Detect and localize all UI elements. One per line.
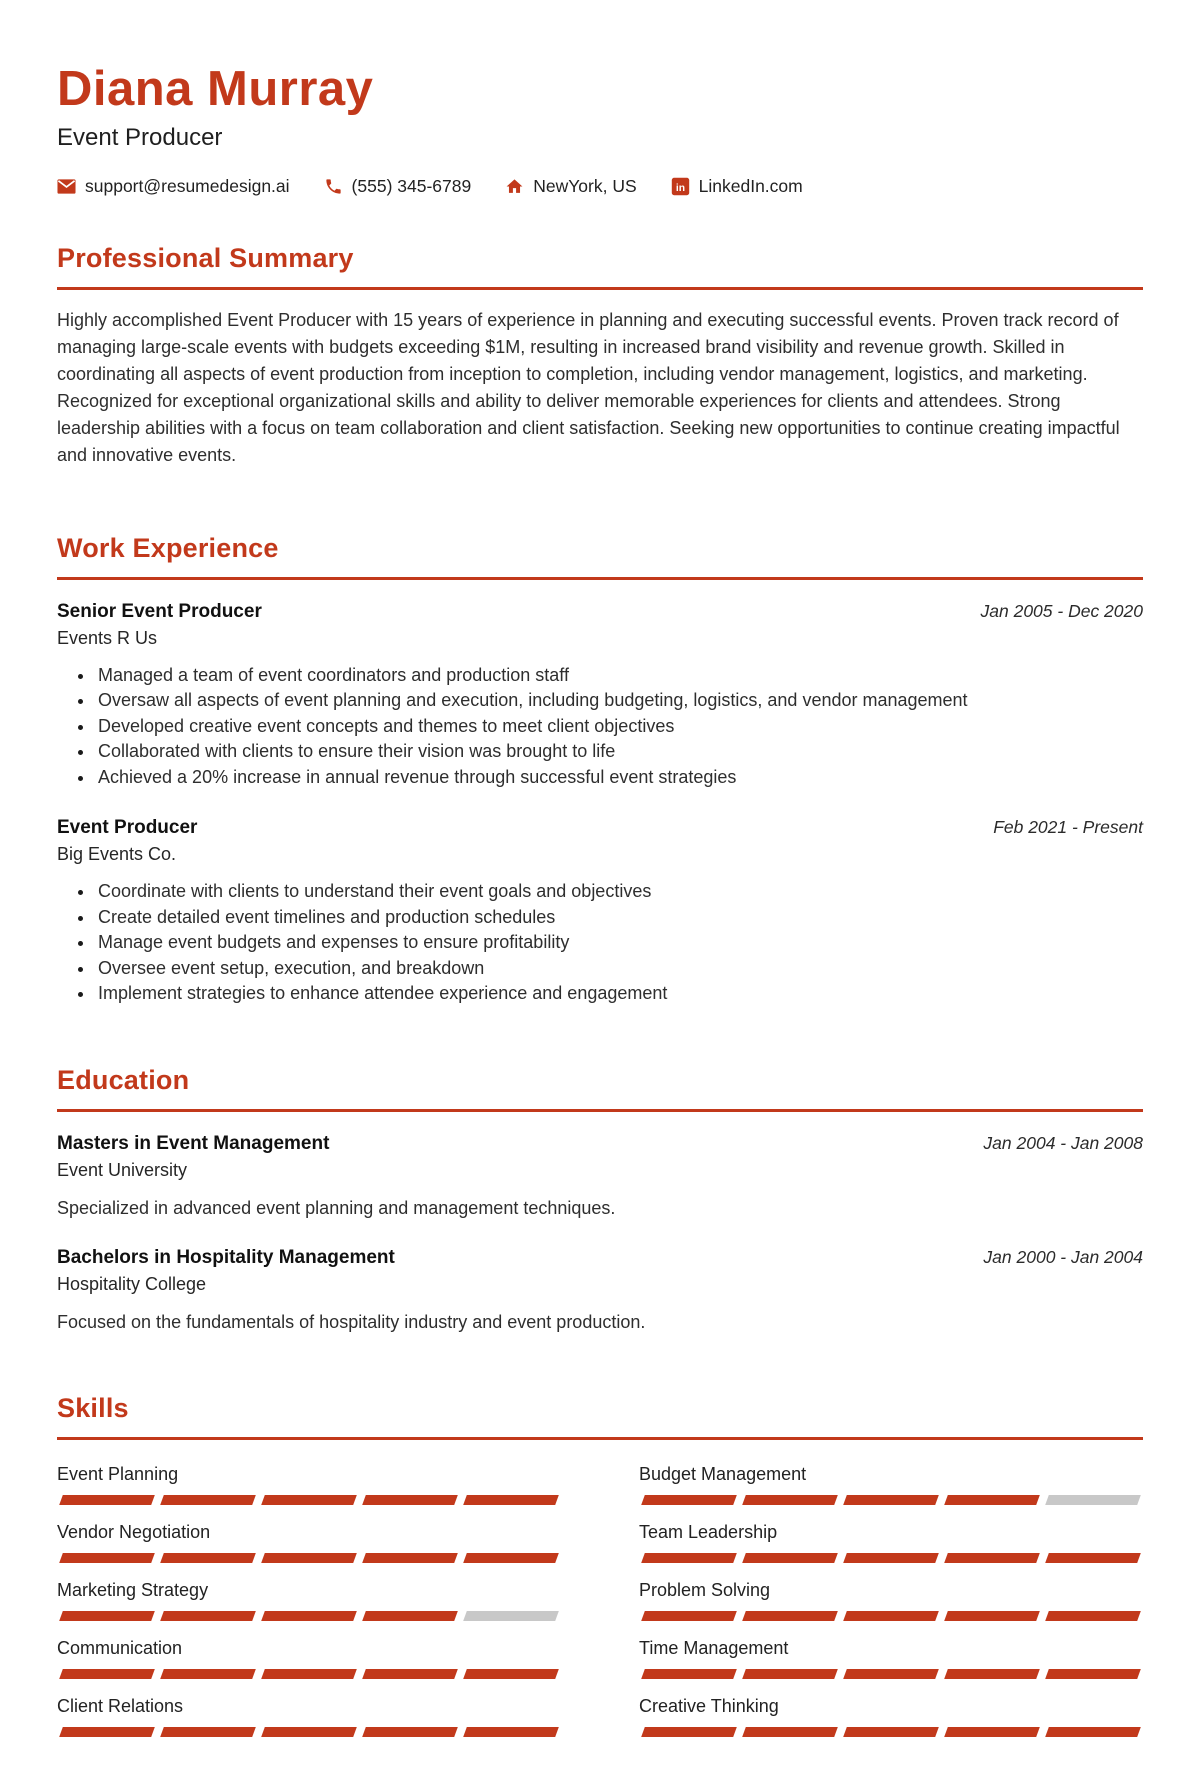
section-heading-professional-summary: Professional Summary [57, 242, 354, 273]
job-header [57, 817, 1143, 839]
skill-bar-segment [362, 1553, 458, 1563]
job-bullet-item: • Implement strategies to enhance attendee experience and engagement [95, 981, 1143, 1007]
person-name: Diana Murray [57, 62, 374, 116]
job-entry [57, 601, 1143, 791]
education-entry [57, 1247, 1143, 1335]
contact-phone-text: (555) 345-6789 [351, 175, 472, 196]
education-dates: Jan 2004 - Jan 2008 [983, 1132, 1143, 1153]
skill-bar-segment [362, 1495, 458, 1505]
contact-linkedin-text: LinkedIn.com [698, 175, 803, 196]
education-description: Specialized in advanced event planning and management techniques. [57, 1197, 616, 1218]
contact-linkedin [671, 176, 803, 197]
skill-bar-segment [463, 1727, 559, 1737]
job-dates: Feb 2021 - Present [993, 817, 1143, 838]
job-list [57, 601, 1143, 1007]
job-entry [57, 817, 1143, 1007]
skill-bar-segment [742, 1669, 838, 1679]
job-bullet-item: • Collaborated with clients to ensure their vision was brought to life [95, 739, 1143, 765]
skill-name: Team Leadership [639, 1521, 778, 1542]
skill-name: Marketing Strategy [57, 1579, 209, 1600]
skill-bar-segment [160, 1495, 256, 1505]
linkedin-icon [671, 177, 690, 196]
skill-item [57, 1580, 561, 1638]
education-degree: Bachelors in Hospitality Management [57, 1246, 395, 1268]
job-title: Senior Event Producer [57, 600, 262, 622]
skill-bar-segment [261, 1727, 357, 1737]
skill-bar-segment [362, 1669, 458, 1679]
skill-name: Problem Solving [639, 1579, 771, 1600]
section-heading-work-experience: Work Experience [57, 532, 279, 563]
job-title: Event Producer [57, 817, 198, 839]
skill-bar-segment [742, 1611, 838, 1621]
skill-bar-segment [362, 1611, 458, 1621]
resume-header [57, 64, 1143, 197]
skill-level-bar [57, 1669, 561, 1679]
section-divider [57, 287, 1143, 290]
education-school: Hospitality College [57, 1273, 207, 1294]
skill-bar-segment [261, 1611, 357, 1621]
job-bullet-item: • Developed creative event concepts and themes to meet client objectives [95, 714, 1143, 740]
section-professional-summary [57, 243, 1143, 469]
job-company: Events R Us [57, 627, 158, 648]
skill-bar-segment [59, 1727, 155, 1737]
skill-item [57, 1696, 561, 1754]
contact-email-text: support@resumedesign.ai [85, 175, 290, 196]
skill-item [639, 1696, 1143, 1754]
skill-bar-segment [843, 1669, 939, 1679]
skill-bar-segment [463, 1553, 559, 1563]
skill-name: Client Relations [57, 1695, 184, 1716]
education-header [57, 1133, 1143, 1155]
section-skills [57, 1393, 1143, 1754]
job-bullet-item: • Achieved a 20% increase in annual revenue through successful event strategies [95, 765, 1143, 791]
skill-bar-segment [1045, 1495, 1141, 1505]
skill-item [57, 1464, 561, 1522]
skill-bar-segment [641, 1495, 737, 1505]
skill-bar-segment [261, 1669, 357, 1679]
job-dates: Jan 2005 - Dec 2020 [980, 600, 1143, 621]
skill-bar-segment [59, 1495, 155, 1505]
skill-bar-segment [463, 1495, 559, 1505]
skill-level-bar [57, 1495, 561, 1505]
contact-phone [324, 176, 472, 197]
skill-name: Communication [57, 1637, 183, 1658]
skill-level-bar [639, 1669, 1143, 1679]
skill-bar-segment [362, 1727, 458, 1737]
skill-bar-segment [261, 1495, 357, 1505]
skill-item [639, 1522, 1143, 1580]
job-bullet-item: • Create detailed event timelines and production schedules [95, 905, 1143, 931]
contact-location [505, 176, 636, 197]
skill-bar-segment [843, 1553, 939, 1563]
job-bullets [57, 879, 1143, 1007]
home-icon [505, 177, 524, 196]
skill-bar-segment [944, 1611, 1040, 1621]
skill-name: Time Management [639, 1637, 789, 1658]
education-description: Focused on the fundamentals of hospitality industry and event production. [57, 1311, 646, 1332]
person-title: Event Producer [57, 123, 223, 151]
skill-bar-segment [1045, 1553, 1141, 1563]
education-header [57, 1247, 1143, 1269]
job-bullet-item: • Oversee event setup, execution, and breakdown [95, 956, 1143, 982]
skill-item [57, 1638, 561, 1696]
phone-icon [324, 177, 343, 196]
skill-bar-segment [1045, 1669, 1141, 1679]
section-heading-skills: Skills [57, 1392, 129, 1423]
section-divider [57, 1437, 1143, 1440]
skill-level-bar [639, 1611, 1143, 1621]
skill-name: Event Planning [57, 1463, 179, 1484]
skill-level-bar [57, 1611, 561, 1621]
skill-name: Budget Management [639, 1463, 807, 1484]
section-divider [57, 577, 1143, 580]
job-company: Big Events Co. [57, 844, 177, 865]
skill-item [639, 1580, 1143, 1638]
skill-bar-segment [59, 1611, 155, 1621]
skill-level-bar [57, 1553, 561, 1563]
skill-level-bar [57, 1727, 561, 1737]
skill-level-bar [639, 1553, 1143, 1563]
svg-text:in: in [675, 182, 685, 194]
job-bullet-item: • Coordinate with clients to understand their event goals and objectives [95, 879, 1143, 905]
job-bullet-item: • Managed a team of event coordinators and production staff [95, 663, 1143, 689]
skill-bar-segment [843, 1727, 939, 1737]
skill-bar-segment [641, 1553, 737, 1563]
contact-row [57, 176, 1143, 197]
skill-bar-segment [843, 1611, 939, 1621]
skill-bar-segment [463, 1611, 559, 1621]
job-bullets [57, 663, 1143, 791]
skill-bar-segment [641, 1611, 737, 1621]
skill-item [639, 1638, 1143, 1696]
skill-bar-segment [742, 1495, 838, 1505]
skill-bar-segment [843, 1495, 939, 1505]
skill-bar-segment [160, 1553, 256, 1563]
skill-bar-segment [59, 1553, 155, 1563]
skill-bar-segment [1045, 1727, 1141, 1737]
contact-email [57, 176, 290, 197]
education-list [57, 1133, 1143, 1335]
envelope-icon [57, 177, 76, 196]
skill-bar-segment [641, 1669, 737, 1679]
skills-grid [57, 1464, 1143, 1754]
section-work-experience [57, 533, 1143, 1007]
skill-bar-segment [944, 1495, 1040, 1505]
skill-bar-segment [160, 1727, 256, 1737]
education-school: Event University [57, 1159, 188, 1180]
skill-level-bar [639, 1727, 1143, 1737]
skill-bar-segment [160, 1611, 256, 1621]
section-heading-education: Education [57, 1064, 190, 1095]
education-dates: Jan 2000 - Jan 2004 [983, 1246, 1143, 1267]
skill-bar-segment [261, 1553, 357, 1563]
skill-bar-segment [742, 1553, 838, 1563]
job-bullet-item: • Manage event budgets and expenses to ensure profitability [95, 930, 1143, 956]
job-header [57, 601, 1143, 623]
skill-bar-segment [944, 1727, 1040, 1737]
skill-bar-segment [742, 1727, 838, 1737]
education-degree: Masters in Event Management [57, 1132, 330, 1154]
skill-bar-segment [1045, 1611, 1141, 1621]
education-entry [57, 1133, 1143, 1221]
contact-location-text: NewYork, US [533, 175, 637, 196]
skill-bar-segment [944, 1553, 1040, 1563]
skill-level-bar [639, 1495, 1143, 1505]
skill-bar-segment [463, 1669, 559, 1679]
skill-item [639, 1464, 1143, 1522]
skill-bar-segment [641, 1727, 737, 1737]
skill-item [57, 1522, 561, 1580]
skill-name: Vendor Negotiation [57, 1521, 211, 1542]
skill-bar-segment [944, 1669, 1040, 1679]
summary-paragraph: Highly accomplished Event Producer with 15 years of experience in planning and executing successful events. Proven track record of managing large-scale events with budgets exceeding $1M, resulting in increased brand visibility and revenue growth. Skilled in coordinating all aspects of event production from inception to completion, including vendor management, logistics, and marketing. Recognized for exceptional organizational skills and ability to deliver memorable experiences for clients and attendees. Strong leadership abilities with a focus on team collaboration and client satisfaction. Seeking new opportunities to continue creating impactful and innovative events. [57, 309, 1120, 465]
section-education [57, 1065, 1143, 1335]
skill-name: Creative Thinking [639, 1695, 779, 1716]
skill-bar-segment [160, 1669, 256, 1679]
section-divider [57, 1109, 1143, 1112]
job-bullet-item: • Oversaw all aspects of event planning and execution, including budgeting, logistics, and vendor management [95, 688, 1143, 714]
skill-bar-segment [59, 1669, 155, 1679]
